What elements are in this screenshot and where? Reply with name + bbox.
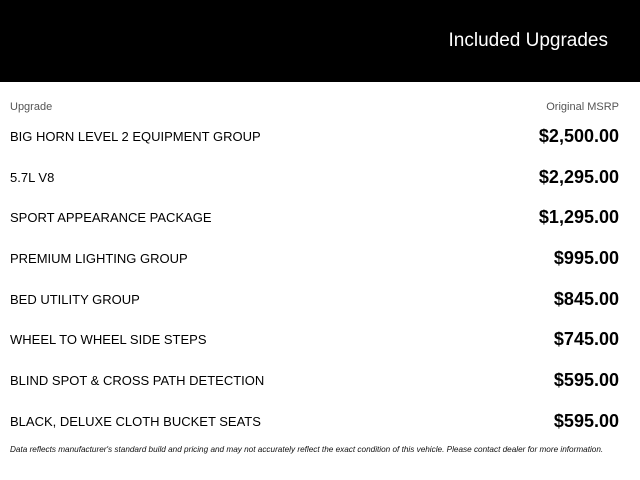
header-bar xyxy=(0,0,640,82)
upgrade-row xyxy=(10,122,619,163)
upgrade-row xyxy=(10,244,619,285)
disclaimer-text: Data reflects manufacturer's standard build and pricing and may not accurately reflect the exact condition of this vehicle. Please contact dealer for more information. xyxy=(10,445,604,454)
upgrade-name: BLACK, DELUXE CLOTH BUCKET SEATS xyxy=(10,413,261,429)
upgrade-price: $595.00 xyxy=(553,410,619,431)
upgrade-row xyxy=(10,325,619,366)
upgrade-name: BIG HORN LEVEL 2 EQUIPMENT GROUP xyxy=(10,129,261,144)
upgrade-row xyxy=(10,407,619,448)
upgrade-price: $745.00 xyxy=(553,329,619,350)
column-header-upgrade: Upgrade xyxy=(10,101,53,113)
upgrade-price: $1,295.00 xyxy=(538,207,619,228)
upgrade-name: PREMIUM LIGHTING GROUP xyxy=(10,251,188,267)
column-header-msrp: Original MSRP xyxy=(546,101,619,113)
upgrade-price: $2,500.00 xyxy=(538,126,619,146)
upgrades-list xyxy=(10,122,619,448)
upgrade-row xyxy=(10,366,619,407)
column-headers xyxy=(10,100,619,114)
upgrade-price: $595.00 xyxy=(553,370,619,391)
upgrade-price: $2,295.00 xyxy=(538,166,619,187)
upgrade-name: WHEEL TO WHEEL SIDE STEPS xyxy=(10,332,207,348)
upgrade-name: BED UTILITY GROUP xyxy=(10,291,140,307)
upgrade-price: $845.00 xyxy=(553,288,619,309)
upgrade-row xyxy=(10,285,619,326)
upgrade-row xyxy=(10,203,619,244)
upgrade-name: BLIND SPOT & CROSS PATH DETECTION xyxy=(10,373,265,389)
upgrade-name: 5.7L V8 xyxy=(10,169,55,185)
upgrade-price: $995.00 xyxy=(553,248,619,269)
upgrade-name: SPORT APPEARANCE PACKAGE xyxy=(10,210,212,226)
page-title: Included Upgrades xyxy=(448,30,608,51)
upgrade-row xyxy=(10,163,619,204)
